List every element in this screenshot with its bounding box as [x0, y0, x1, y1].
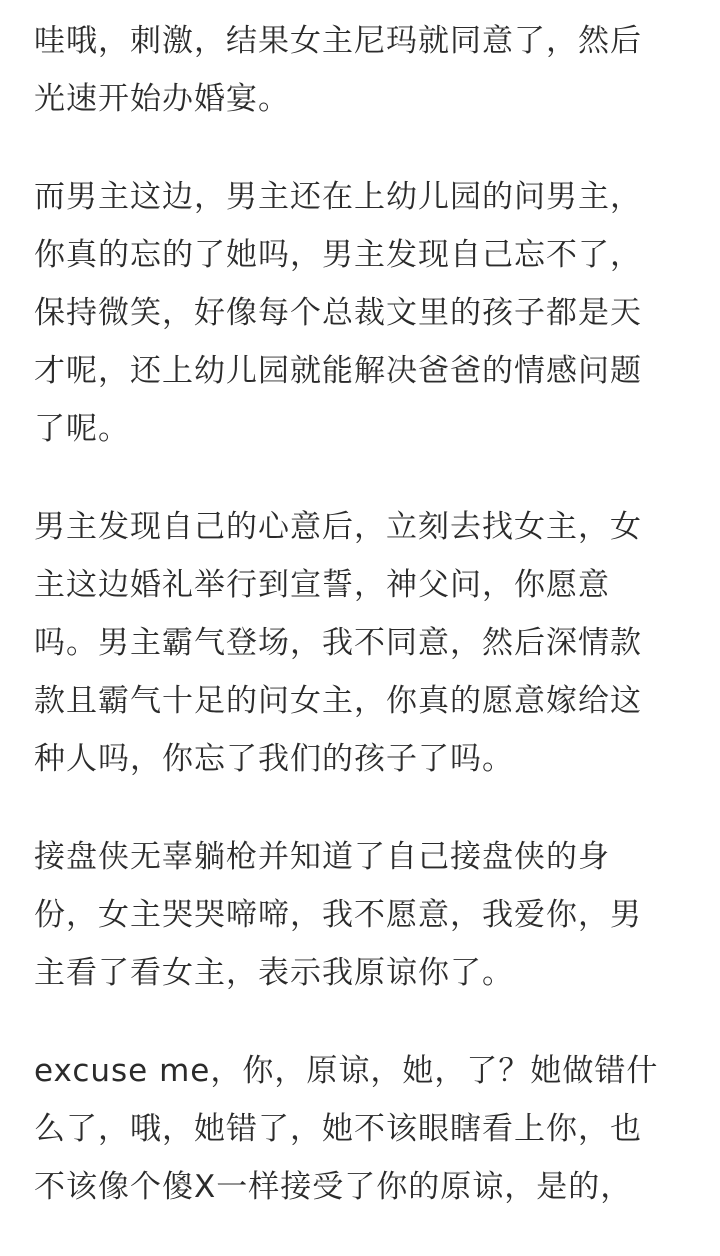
text-line: 款且霸气十足的问女主，你真的愿意嫁给这 — [34, 683, 642, 719]
text-line: 么了，哦，她错了，她不该眼瞎看上你，也 — [34, 1111, 642, 1147]
text-line: 主看了看女主，表示我原谅你了。 — [34, 955, 514, 991]
paragraph-1 — [34, 12, 684, 128]
text-line: 男主发现自己的心意后，立刻去找女主，女 — [34, 509, 642, 545]
text-line: 你真的忘的了她吗，男主发现自己忘不了， — [34, 237, 642, 273]
text-line: 保持微笑，好像每个总裁文里的孩子都是天 — [34, 295, 642, 331]
text-line: 不该像个傻X一样接受了你的原谅，是的， — [34, 1169, 633, 1205]
text-line: 接盘侠无辜躺枪并知道了自己接盘侠的身 — [34, 839, 610, 875]
text-line: excuse me，你，原谅，她，了？她做错什 — [34, 1053, 659, 1089]
text-line: 了呢。 — [34, 411, 130, 447]
text-line: 吗。男主霸气登场，我不同意，然后深情款 — [34, 625, 642, 661]
text-line: 而男主这边，男主还在上幼儿园的问男主， — [34, 179, 642, 215]
text-line: 种人吗，你忘了我们的孩子了吗。 — [34, 741, 514, 777]
text-line: 才呢，还上幼儿园就能解决爸爸的情感问题 — [34, 353, 642, 389]
paragraph-5 — [34, 1042, 684, 1216]
paragraph-4 — [34, 828, 684, 1002]
paragraph-2 — [34, 168, 684, 458]
text-line: 光速开始办婚宴。 — [34, 81, 290, 117]
text-line: 哇哦，刺激，结果女主尼玛就同意了，然后 — [34, 23, 642, 59]
text-line: 份，女主哭哭啼啼，我不愿意，我爱你，男 — [34, 897, 642, 933]
text-line: 主这边婚礼举行到宣誓，神父问，你愿意 — [34, 567, 610, 603]
paragraph-3 — [34, 498, 684, 788]
article-body — [34, 12, 684, 1256]
